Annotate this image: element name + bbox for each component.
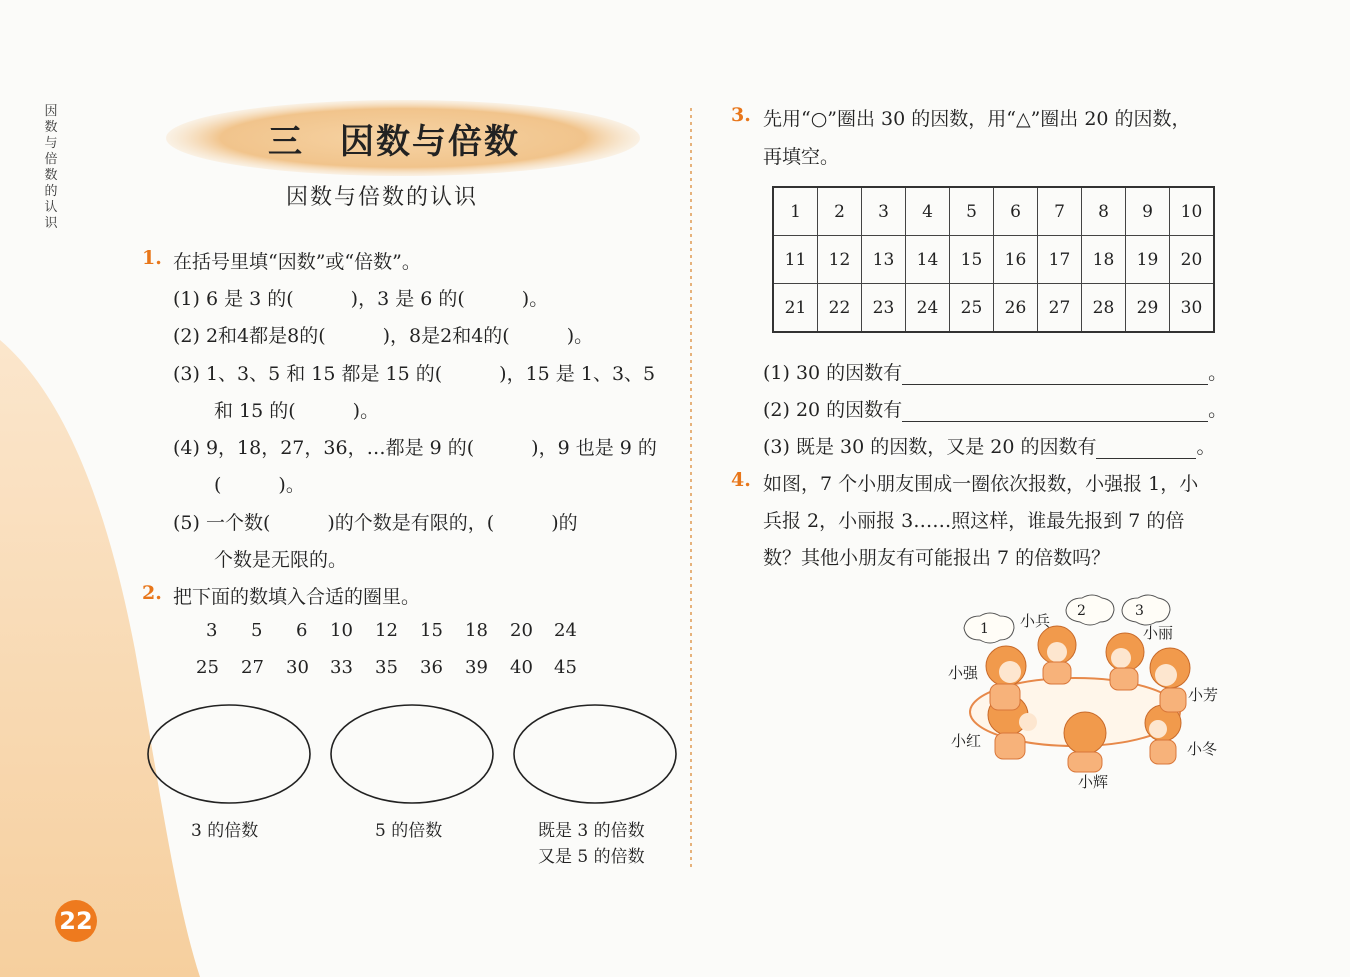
q3-number: 3. (731, 104, 751, 126)
name-xiaobing: 小兵 (1020, 612, 1051, 630)
grid-cell[interactable]: 20 (1170, 236, 1215, 284)
q2-number-item: 25 (196, 657, 219, 678)
grid-cell[interactable]: 26 (994, 284, 1038, 333)
q1-item-3: (3) 1、3、5 和 15 都是 15 的( )，15 是 1、3、5 (173, 363, 656, 385)
grid-row (773, 187, 1214, 236)
chapter-title: 三 因数与倍数 (268, 122, 520, 162)
q1-stem: 在括号里填“因数”或“倍数”。 (173, 251, 421, 273)
q2-number-item: 18 (465, 620, 488, 641)
grid-row (773, 284, 1214, 333)
q1-item-3-cont: 和 15 的( )。 (214, 400, 380, 422)
grid-cell[interactable]: 27 (1038, 284, 1082, 333)
q4-line-2: 兵报 2，小丽报 3……照这样，谁最先报到 7 的倍 (763, 510, 1185, 532)
number-grid-1-30 (772, 186, 1215, 333)
grid-cell[interactable]: 12 (818, 236, 862, 284)
page-number-badge: 22 (55, 900, 97, 942)
name-xiaoqiang: 小强 (948, 664, 979, 682)
q1-number: 1. (142, 247, 162, 269)
q1-item-2: (2) 2和4都是8的( )，8是2和4的( )。 (173, 325, 594, 347)
q3-fill-2 (763, 395, 1227, 422)
grid-cell[interactable]: 10 (1170, 187, 1215, 236)
q3-fill-1-label: (1) 30 的因数有 (763, 362, 903, 384)
grid-cell[interactable]: 16 (994, 236, 1038, 284)
grid-cell[interactable]: 6 (994, 187, 1038, 236)
grid-cell[interactable]: 14 (906, 236, 950, 284)
grid-cell[interactable]: 21 (773, 284, 818, 333)
q2-number-item: 24 (554, 620, 577, 641)
grid-cell[interactable]: 2 (818, 187, 862, 236)
grid-cell[interactable]: 25 (950, 284, 994, 333)
name-xiaofang: 小芳 (1188, 686, 1219, 704)
q3-fill-3-blank[interactable] (1096, 440, 1196, 459)
q2-number-item: 33 (330, 657, 353, 678)
grid-cell[interactable]: 9 (1126, 187, 1170, 236)
q2-number: 2. (142, 582, 162, 604)
circle-2-label: 5 的倍数 (375, 821, 443, 841)
grid-cell[interactable]: 19 (1126, 236, 1170, 284)
q2-number-item: 15 (420, 620, 443, 641)
q2-number-item: 35 (375, 657, 398, 678)
grid-cell[interactable]: 8 (1082, 187, 1126, 236)
grid-cell[interactable]: 24 (906, 284, 950, 333)
grid-cell[interactable]: 18 (1082, 236, 1126, 284)
q2-number-item: 6 (296, 620, 308, 641)
section-title: 因数与倍数的认识 (286, 185, 479, 210)
grid-cell[interactable]: 15 (950, 236, 994, 284)
q1-item-4: (4) 9，18，27，36，…都是 9 的( )，9 也是 9 的 (173, 437, 657, 459)
q3-fill-3-label: (3) 既是 30 的因数，又是 20 的因数有 (763, 436, 1097, 458)
grid-cell[interactable]: 1 (773, 187, 818, 236)
side-chapter-label: 因数与倍数的认识 (44, 104, 58, 231)
circle-multiples-3-and-5 (514, 705, 676, 803)
q3-fill-2-blank[interactable] (902, 403, 1208, 422)
circle-1-label: 3 的倍数 (191, 821, 259, 841)
q3-fill-1-end: 。 (1208, 362, 1228, 384)
q3-stem: 先用“○”圈出 30 的因数，用“△”圈出 20 的因数， (763, 108, 1191, 130)
q1-item-5: (5) 一个数( )的个数是有限的，( )的 (173, 512, 578, 534)
bubble-number: 3 (1135, 603, 1144, 619)
circle-multiples-3 (148, 705, 310, 803)
q2-number-item: 27 (241, 657, 264, 678)
q1-item-4-cont: ( )。 (214, 474, 305, 496)
bubble-number: 1 (980, 621, 989, 637)
q2-number-item: 20 (510, 620, 533, 641)
grid-cell[interactable]: 11 (773, 236, 818, 284)
q2-stem: 把下面的数填入合适的圈里。 (173, 586, 421, 608)
corner-curve (0, 340, 200, 977)
q2-number-item: 10 (330, 620, 353, 641)
grid-cell[interactable]: 13 (862, 236, 906, 284)
circle-multiples-5 (331, 705, 493, 803)
q4-line-3: 数？其他小朋友有可能报出 7 的倍数吗？ (763, 547, 1111, 569)
circle-3-label: 既是 3 的倍数 (538, 821, 645, 841)
grid-cell[interactable]: 29 (1126, 284, 1170, 333)
q2-number-item: 3 (206, 620, 218, 641)
grid-cell[interactable]: 22 (818, 284, 862, 333)
grid-cell[interactable]: 7 (1038, 187, 1082, 236)
circle-3-label-2: 又是 5 的倍数 (538, 847, 645, 867)
grid-cell[interactable]: 28 (1082, 284, 1126, 333)
q3-fill-1-blank[interactable] (902, 366, 1208, 385)
q2-number-item: 36 (420, 657, 443, 678)
name-xiaohong: 小红 (951, 732, 982, 750)
q3-fill-3-end: 。 (1196, 436, 1216, 458)
q3-fill-2-label: (2) 20 的因数有 (763, 399, 903, 421)
q1-item-5-cont: 个数是无限的。 (214, 549, 348, 571)
grid-cell[interactable]: 23 (862, 284, 906, 333)
grid-cell[interactable]: 4 (906, 187, 950, 236)
q2-number-item: 12 (375, 620, 398, 641)
q3-stem-cont: 再填空。 (763, 146, 840, 168)
grid-cell[interactable]: 3 (862, 187, 906, 236)
name-xiaodong: 小冬 (1187, 740, 1218, 758)
q2-number-item: 30 (286, 657, 309, 678)
q3-fill-3 (763, 432, 1215, 459)
grid-cell[interactable]: 17 (1038, 236, 1082, 284)
bubble-number: 2 (1077, 603, 1086, 619)
q4-line-1: 如图，7 个小朋友围成一圈依次报数，小强报 1，小 (763, 473, 1199, 495)
q1-item-1: (1) 6 是 3 的( )，3 是 6 的( )。 (173, 288, 549, 310)
grid-cell[interactable]: 30 (1170, 284, 1215, 333)
grid-row (773, 236, 1214, 284)
q2-number-item: 39 (465, 657, 488, 678)
q3-fill-1 (763, 358, 1227, 385)
q3-fill-2-end: 。 (1208, 399, 1228, 421)
q2-number-item: 45 (554, 657, 577, 678)
q4-number: 4. (731, 469, 751, 491)
name-xiaohui: 小辉 (1078, 773, 1109, 791)
grid-cell[interactable]: 5 (950, 187, 994, 236)
name-xiaoli: 小丽 (1143, 624, 1174, 642)
q2-number-item: 40 (510, 657, 533, 678)
q2-number-item: 5 (251, 620, 263, 641)
